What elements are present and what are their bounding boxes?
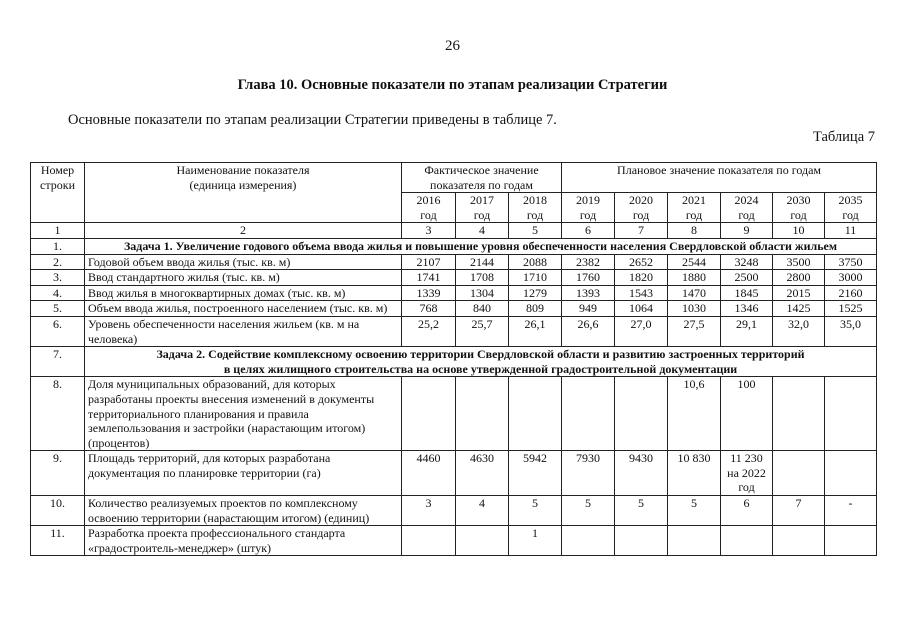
indicator-value: 4460 — [402, 451, 456, 496]
header-year: 2024 год — [721, 193, 773, 223]
table-row — [31, 270, 877, 286]
indicator-name: Площадь территорий, для которых разработана документация по планировке территории (га) — [85, 451, 402, 496]
indicator-value: 3750 — [825, 254, 877, 270]
column-number: 6 — [562, 223, 615, 239]
indicator-value — [825, 451, 877, 496]
intro-paragraph: Основные показатели по этапам реализации Стратегии приведены в таблице 7. — [68, 112, 557, 128]
indicator-value: 768 — [402, 301, 456, 317]
indicator-name: Доля муниципальных образований, для которых разработаны проекты внесения изменений в документы территориального планирования и правила землепользования и застройки (нарастающим итогом) (процентов) — [85, 377, 402, 451]
indicator-value: 2144 — [456, 254, 509, 270]
column-number: 10 — [773, 223, 825, 239]
row-number: 11. — [31, 526, 85, 556]
indicator-value — [615, 377, 668, 451]
row-number: 2. — [31, 254, 85, 270]
indicator-value: 10,6 — [668, 377, 721, 451]
indicator-name: Ввод стандартного жилья (тыс. кв. м) — [85, 270, 402, 286]
indicator-value: 27,5 — [668, 316, 721, 346]
indicator-value: 1279 — [509, 285, 562, 301]
indicator-value: 809 — [509, 301, 562, 317]
column-number-row — [31, 223, 877, 239]
indicator-value — [773, 526, 825, 556]
table-row — [31, 301, 877, 317]
header-year: 2017 год — [456, 193, 509, 223]
header-planned-values: Плановое значение показателя по годам — [562, 163, 877, 193]
indicator-value: 1543 — [615, 285, 668, 301]
column-number: 2 — [85, 223, 402, 239]
indicator-value: 840 — [456, 301, 509, 317]
indicator-value — [721, 526, 773, 556]
indicator-value — [615, 526, 668, 556]
indicator-value: 29,1 — [721, 316, 773, 346]
indicator-value: 5 — [668, 496, 721, 526]
indicator-value — [562, 526, 615, 556]
indicator-value: 10 830 — [668, 451, 721, 496]
indicators-table — [30, 162, 877, 556]
column-number: 4 — [456, 223, 509, 239]
row-number: 7. — [31, 347, 85, 377]
header-indicator-name: Наименование показателя (единица измерения) — [85, 163, 402, 223]
column-number: 3 — [402, 223, 456, 239]
indicator-value: 11 230 на 2022 год — [721, 451, 773, 496]
indicator-value: 2160 — [825, 285, 877, 301]
indicator-value — [825, 377, 877, 451]
header-year: 2018 год — [509, 193, 562, 223]
column-number: 8 — [668, 223, 721, 239]
indicator-value — [825, 526, 877, 556]
indicator-value: - — [825, 496, 877, 526]
indicator-value — [456, 377, 509, 451]
indicator-value — [402, 377, 456, 451]
task-title: Задача 2. Содействие комплексному освоению территории Свердловской области и развитию застроенных территорий в целях жилищного строительства на основе утвержденной градостроительной документации — [85, 347, 877, 377]
table-caption: Таблица 7 — [812, 129, 875, 145]
header-row-number: Номер строки — [31, 163, 85, 223]
row-number: 9. — [31, 451, 85, 496]
header-year: 2020 год — [615, 193, 668, 223]
row-number: 4. — [31, 285, 85, 301]
indicator-value: 5 — [509, 496, 562, 526]
indicator-value: 9430 — [615, 451, 668, 496]
indicator-value: 1339 — [402, 285, 456, 301]
indicator-value: 1304 — [456, 285, 509, 301]
indicator-value: 25,2 — [402, 316, 456, 346]
row-number: 8. — [31, 377, 85, 451]
indicator-value — [773, 377, 825, 451]
table-row — [31, 526, 877, 556]
indicator-name: Уровень обеспеченности населения жильем (кв. м на человека) — [85, 316, 402, 346]
indicator-value — [402, 526, 456, 556]
indicator-name: Количество реализуемых проектов по комплексному освоению территории (нарастающим итогом) (единиц) — [85, 496, 402, 526]
header-actual-values: Фактическое значение показателя по годам — [402, 163, 562, 193]
table-row — [31, 451, 877, 496]
indicator-value: 100 — [721, 377, 773, 451]
indicator-value: 1525 — [825, 301, 877, 317]
indicator-value: 1346 — [721, 301, 773, 317]
header-year: 2030 год — [773, 193, 825, 223]
indicator-value — [456, 526, 509, 556]
indicator-value: 1470 — [668, 285, 721, 301]
indicator-value — [668, 526, 721, 556]
task-row — [31, 238, 877, 254]
chapter-title: Глава 10. Основные показатели по этапам реализации Стратегии — [237, 77, 668, 93]
indicator-value — [773, 451, 825, 496]
table-row — [31, 496, 877, 526]
indicator-value: 1710 — [509, 270, 562, 286]
indicator-name: Годовой объем ввода жилья (тыс. кв. м) — [85, 254, 402, 270]
row-number: 10. — [31, 496, 85, 526]
indicator-value: 35,0 — [825, 316, 877, 346]
indicator-value: 2107 — [402, 254, 456, 270]
indicator-value: 1425 — [773, 301, 825, 317]
indicator-value: 1845 — [721, 285, 773, 301]
indicator-value: 25,7 — [456, 316, 509, 346]
column-number: 7 — [615, 223, 668, 239]
indicator-value: 2500 — [721, 270, 773, 286]
indicator-value: 26,6 — [562, 316, 615, 346]
indicator-value: 3500 — [773, 254, 825, 270]
indicator-name: Ввод жилья в многоквартирных домах (тыс. кв. м) — [85, 285, 402, 301]
indicator-value: 1880 — [668, 270, 721, 286]
indicator-value: 1741 — [402, 270, 456, 286]
indicator-value: 2544 — [668, 254, 721, 270]
indicator-value: 1030 — [668, 301, 721, 317]
column-number: 9 — [721, 223, 773, 239]
indicator-value: 3 — [402, 496, 456, 526]
indicator-value: 7 — [773, 496, 825, 526]
row-number: 6. — [31, 316, 85, 346]
header-year: 2021 год — [668, 193, 721, 223]
indicator-value: 2800 — [773, 270, 825, 286]
indicator-value: 1 — [509, 526, 562, 556]
indicator-value: 949 — [562, 301, 615, 317]
indicator-value: 2382 — [562, 254, 615, 270]
column-number: 11 — [825, 223, 877, 239]
indicator-value: 7930 — [562, 451, 615, 496]
indicator-value: 26,1 — [509, 316, 562, 346]
indicator-value: 1760 — [562, 270, 615, 286]
header-year: 2019 год — [562, 193, 615, 223]
indicator-name: Объем ввода жилья, построенного населением (тыс. кв. м) — [85, 301, 402, 317]
header-year: 2035 год — [825, 193, 877, 223]
indicator-value: 3000 — [825, 270, 877, 286]
indicator-value: 6 — [721, 496, 773, 526]
indicator-value — [562, 377, 615, 451]
column-number: 5 — [509, 223, 562, 239]
indicator-value: 1820 — [615, 270, 668, 286]
indicator-value: 2015 — [773, 285, 825, 301]
indicator-value: 27,0 — [615, 316, 668, 346]
indicator-value: 1393 — [562, 285, 615, 301]
indicator-value: 2088 — [509, 254, 562, 270]
table-row — [31, 285, 877, 301]
column-number: 1 — [31, 223, 85, 239]
indicator-value: 5 — [615, 496, 668, 526]
table-body — [31, 238, 877, 555]
task-title: Задача 1. Увеличение годового объема ввода жилья и повышение уровня обеспеченности населения Свердловской области жильем — [85, 238, 877, 254]
indicator-value: 4 — [456, 496, 509, 526]
indicator-value: 2652 — [615, 254, 668, 270]
indicator-value: 4630 — [456, 451, 509, 496]
page-number: 26 — [445, 38, 460, 54]
table-row — [31, 254, 877, 270]
table-row — [31, 377, 877, 451]
indicator-value: 3248 — [721, 254, 773, 270]
indicator-value: 5942 — [509, 451, 562, 496]
indicator-value: 32,0 — [773, 316, 825, 346]
row-number: 1. — [31, 238, 85, 254]
indicator-value — [509, 377, 562, 451]
row-number: 3. — [31, 270, 85, 286]
row-number: 5. — [31, 301, 85, 317]
task-row — [31, 347, 877, 377]
table-row — [31, 316, 877, 346]
indicator-value: 1708 — [456, 270, 509, 286]
indicator-value: 5 — [562, 496, 615, 526]
header-year: 2016 год — [402, 193, 456, 223]
indicator-name: Разработка проекта профессионального стандарта «градостроитель-менеджер» (штук) — [85, 526, 402, 556]
header-row-1 — [31, 163, 877, 193]
indicator-value: 1064 — [615, 301, 668, 317]
